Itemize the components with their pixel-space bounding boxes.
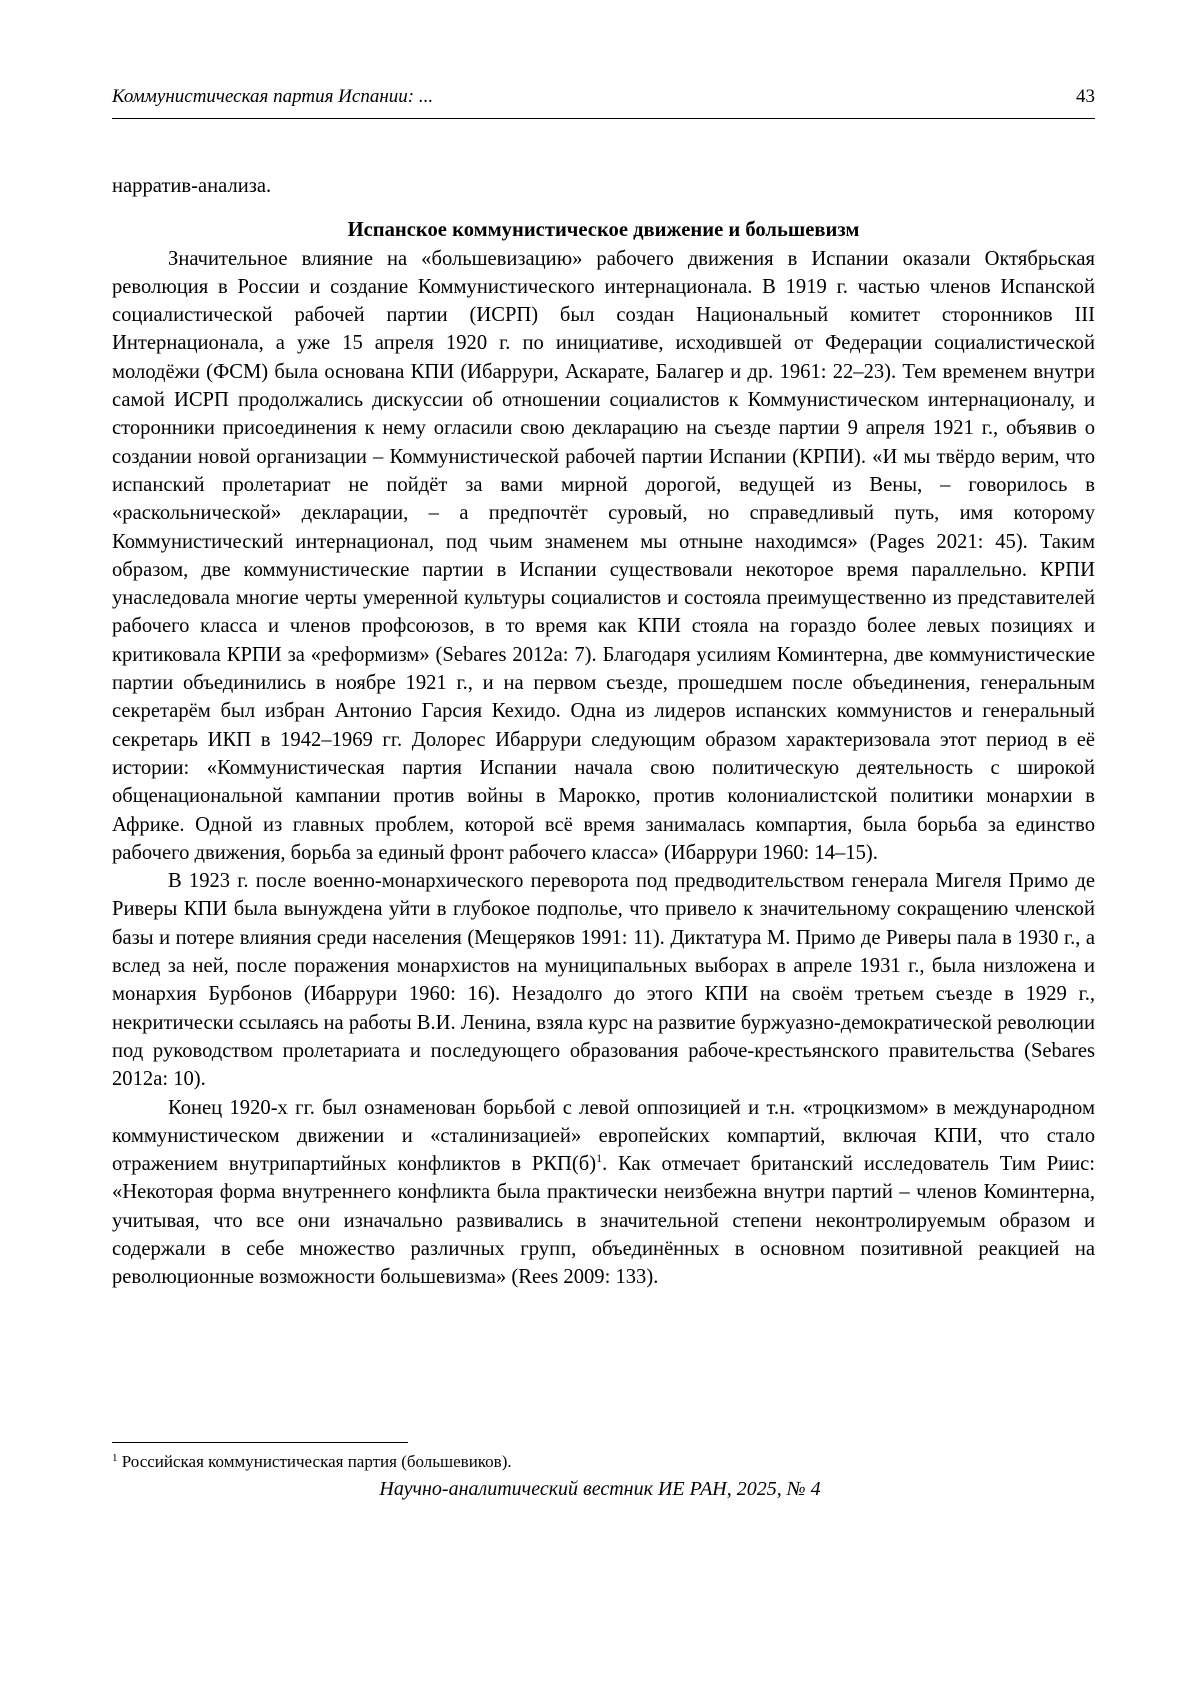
- lead-fragment: нарратив-анализа.: [112, 175, 272, 197]
- page-header: [112, 86, 1095, 119]
- section-title: Испанское коммунистическое движение и большевизм: [347, 219, 860, 242]
- paragraph-2: В 1923 г. после военно-монархического переворота под предводительством генерала Мигеля Примо де Риверы КПИ была вынуждена уйти в глубокое подполье, что привело к значительному сокращению членской базы и потере влияния среди населения (Мещеряков 1991: 11). Диктатура М. Примо де Риверы пала в 1930 г., а вслед за ней, после поражения монархистов на муниципальных выборах в апреле 1931 г., была низложена и монархия Бурбонов (Ибаррури 1960: 16). Незадолго до этого КПИ на своём третьем съезде в 1929 г., некритически ссылаясь на работы В.И. Ленина, взяла курс на развитие буржуазно-демократической революции под руководством пролетариата и последующего образования рабоче-крестьянского правительства (Sebares 2012a: 10).: [112, 870, 1095, 1091]
- paragraph-3-text-b: . Как отмечает британский исследователь Тим Риис: «Некоторая форма внутреннего конфликта была практически неизбежна внутри партий – членов Коминтерна, учитывая, что все они изначально развивались в значительной степени неконтролируемым образом и содержали в себе множество различных групп, объединённых в основном позитивной реакцией на революционные возможности большевизма» (Rees 2009: 133).: [112, 1153, 1096, 1289]
- footnote: [112, 1452, 512, 1472]
- footnote-marker: 1: [112, 1452, 118, 1464]
- footnote-text: Российская коммунистическая партия (большевиков).: [117, 1452, 512, 1471]
- journal-footer: Научно-аналитический вестник ИЕ РАН, 2025, № 4: [379, 1478, 821, 1500]
- paragraph-3: [112, 1094, 1095, 1292]
- article-body: [112, 172, 1095, 1292]
- paragraph-3-text-a: Конец 1920-х гг. был ознаменован борьбой с левой оппозицией и т.н. «троцкизмом» в международном коммунистическом движении и «сталинизацией» европейских компартий, включая КПИ, что стало отражением внутрипартийных конфликтов в РКП(б): [112, 1096, 1095, 1176]
- paragraph-1: Значительное влияние на «большевизацию» рабочего движения в Испании оказали Октябрьская революция в России и создание Коммунистического интернационала. В 1919 г. частью членов Испанской социалистической рабочей партии (ИСРП) был создан Национальный комитет сторонников III Интернационала, а уже 15 апреля 1920 г. по инициативе, исходившей от Федерации социалистической молодёжи (ФСМ) была основана КПИ (Ибаррури, Аскарате, Балагер и др. 1961: 22–23). Тем временем внутри самой ИСРП продолжались дискуссии об отношении социалистов к Коммунистическом интернационалу, и сторонники присоединения к нему огласили свою декларацию на съезде партии 9 апреля 1921 г., объявив о создании новой организации – Коммунистической рабочей партии Испании (КРПИ). «И мы твёрдо верим, что испанский пролетариат не пойдёт за вами мирной дорогой, ведущей из Вены, – говорилось в «раскольнической» декларации, – а предпочтёт суровый, но справедливый путь, имя которому Коммунистический интернационал, под чьим знаменем мы отныне находимся» (Pages 2021: 45). Таким образом, две коммунистические партии в Испании существовали некоторое время параллельно. КРПИ унаследовала многие черты умеренной культуры социалистов и состояла преимущественно из представителей рабочего класса и членов профсоюзов, в то время как КПИ стояла на гораздо более левых позициях и критиковала КРПИ за «реформизм» (Sebares 2012a: 7). Благодаря усилиям Коминтерна, две коммунистические партии объединились в ноябре 1921 г., и на первом съезде, прошедшем после объединения, генеральным секретарём был избран Антонио Гарсия Кехидо. Одна из лидеров испанских коммунистов и генеральный секретарь ИКП в 1942–1969 гг. Долорес Ибаррури следующим образом характеризовала этот период в её истории: «Коммунистическая партия Испании начала свою политическую деятельность с широкой общенациональной кампании против войны в Марокко, против колониалистской политики монархии в Африке. Одной из главных проблем, которой всё время занималась компартия, была борьба за единство рабочего движения, борьба за единый фронт рабочего класса» (Ибаррури 1960: 14–15).: [112, 247, 1095, 864]
- running-title: Коммунистическая партия Испании: ...: [112, 86, 434, 107]
- footnote-rule: [112, 1442, 408, 1443]
- page-number: 43: [1076, 86, 1095, 107]
- footnote-reference[interactable]: 1: [596, 1151, 603, 1166]
